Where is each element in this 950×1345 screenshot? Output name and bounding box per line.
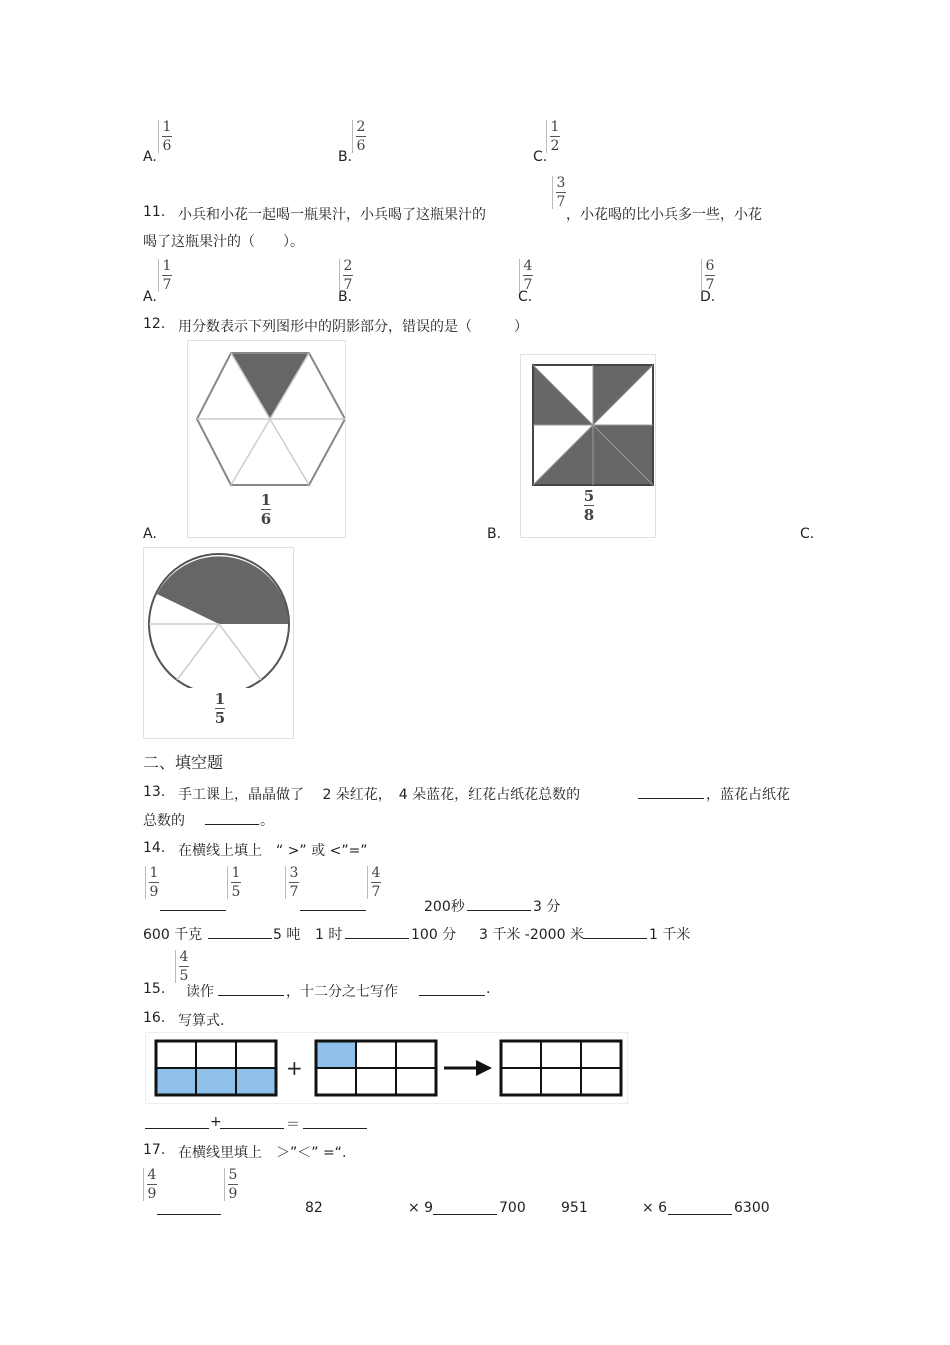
numerator: 1 (162, 119, 172, 135)
q17-item2-b: × 9 (408, 1200, 434, 1216)
q11-option-a-fraction (158, 259, 173, 292)
numerator: 6 (705, 258, 715, 274)
numerator: 2 (343, 258, 353, 274)
q17-text: 在横线里填上 ＞”＜” =“. (178, 1145, 347, 1161)
q15-fraction (175, 950, 190, 983)
q11-text-line2: 喝了这瓶果汁的（ ）。 (143, 234, 304, 250)
q11-option-b-label: B. (338, 289, 353, 305)
q11-option-a-label: A. (143, 289, 157, 305)
plus-sign: + (286, 1056, 303, 1080)
q10-option-a-fraction (158, 120, 173, 153)
q14-row2-c-left: 3 千米 -2000 米 (479, 927, 584, 943)
numerator: 1 (214, 690, 226, 708)
q14-row2-a-right: 5 吨 (273, 927, 301, 943)
hexagon-diagram (188, 341, 345, 491)
shaded-triangle (231, 353, 309, 419)
q14-blank-6[interactable] (583, 926, 647, 939)
q15-text2: ，十二分之七写作 (286, 984, 398, 1000)
grid-2 (316, 1041, 436, 1095)
grid-equation-figure (145, 1032, 628, 1104)
denominator: 7 (343, 277, 353, 293)
q13-line2-end: 。 (260, 813, 274, 829)
q15-number: 15. (143, 981, 166, 997)
denominator: 7 (556, 194, 566, 210)
numerator: 5 (228, 1167, 238, 1183)
q14-row2-b-right: 100 分 (411, 927, 457, 943)
numerator: 4 (147, 1167, 157, 1183)
q17-item3-b: × 6 (642, 1200, 668, 1216)
q14-row2-c-right: 1 千米 (649, 927, 691, 943)
q17-item3-c: 6300 (734, 1200, 770, 1216)
q10-option-a-label: A. (143, 149, 157, 165)
hexagon-figure (187, 340, 346, 538)
numerator: 1 (550, 119, 560, 135)
q14-blank-3[interactable] (467, 898, 531, 911)
denominator: 7 (162, 277, 172, 293)
q11-option-d-fraction (701, 259, 716, 292)
q14-item3-right: 3 分 (533, 899, 561, 915)
section-title: 二、填空题 (143, 753, 224, 772)
q12-option-a-label: A. (143, 526, 157, 542)
q16-eq-equals: ＝ (286, 1117, 300, 1133)
q14-fraction-2 (227, 866, 242, 899)
denominator: 7 (705, 277, 715, 293)
q11-fraction (552, 176, 567, 209)
q13-number: 13. (143, 784, 166, 800)
q11-option-b-fraction (339, 259, 354, 292)
q14-row2-b-left: 1 时 (315, 927, 343, 943)
hexagon-fraction (258, 493, 272, 526)
denominator: 9 (149, 884, 159, 900)
q12-option-b-label: B. (487, 526, 502, 542)
q11-option-d-label: D. (700, 289, 716, 305)
q14-blank-2[interactable] (300, 898, 366, 911)
q13-line2-start: 总数的 (143, 813, 185, 829)
q14-fraction-4 (367, 866, 382, 899)
circle-figure (143, 547, 294, 739)
q14-row2-a-left: 600 千克 (143, 927, 203, 943)
q17-item3-a: 951 (561, 1200, 588, 1216)
circle-fraction (212, 692, 226, 725)
q10-option-b-fraction (352, 120, 367, 153)
denominator: 5 (214, 709, 226, 727)
grid-1 (156, 1041, 276, 1095)
q14-blank-5[interactable] (345, 926, 409, 939)
q11-number: 11. (143, 204, 166, 220)
numerator: 3 (556, 175, 566, 191)
numerator: 3 (289, 865, 299, 881)
denominator: 5 (231, 884, 241, 900)
numerator: 4 (371, 865, 381, 881)
denominator: 8 (583, 506, 595, 524)
denominator: 7 (523, 277, 533, 293)
q16-text: 写算式. (178, 1013, 225, 1029)
q13-blank-1[interactable] (638, 786, 704, 799)
q13-line1: 手工课上，晶晶做了 2 朵红花， 4 朵蓝花，红花占纸花总数的 (178, 787, 581, 803)
numerator: 5 (583, 487, 595, 505)
q15-text1: 读作 (186, 984, 214, 1000)
square-figure (520, 354, 656, 538)
q15-text3: . (486, 981, 491, 997)
denominator: 6 (260, 510, 272, 528)
q17-item2-a: 82 (305, 1200, 323, 1216)
grid-3 (501, 1041, 621, 1095)
numerator: 1 (260, 491, 272, 509)
q10-option-c-fraction (546, 120, 561, 153)
q10-option-b-label: B. (338, 149, 353, 165)
numerator: 4 (179, 949, 189, 965)
q11-text-part2: ，小花喝的比小兵多一些，小花 (566, 207, 762, 223)
q17-blank-1[interactable] (157, 1202, 221, 1215)
q12-text: 用分数表示下列图形中的阴影部分，错误的是（ ） (178, 319, 528, 335)
q14-fraction-3 (285, 866, 300, 899)
q14-blank-1[interactable] (160, 898, 226, 911)
grid-diagram (146, 1033, 627, 1103)
denominator: 5 (179, 968, 189, 984)
arrow-right-icon (444, 1060, 492, 1076)
denominator: 2 (550, 138, 560, 154)
q11-text-part1: 小兵和小花一起喝一瓶果汁，小兵喝了这瓶果汁的 (178, 207, 486, 223)
numerator: 4 (523, 258, 533, 274)
numerator: 1 (162, 258, 172, 274)
q14-fraction-1 (145, 866, 160, 899)
q17-fraction-2 (224, 1168, 239, 1201)
numerator: 1 (231, 865, 241, 881)
q15-blank-1[interactable] (218, 983, 284, 996)
denominator: 7 (289, 884, 299, 900)
q11-option-c-label: C. (518, 289, 533, 305)
numerator: 1 (149, 865, 159, 881)
q17-fraction-1 (143, 1168, 158, 1201)
denominator: 7 (371, 884, 381, 900)
q13-blank-2[interactable] (205, 812, 259, 825)
q14-item3-left: 200秒 (424, 899, 465, 915)
q14-blank-4[interactable] (208, 926, 272, 939)
circle-diagram (144, 548, 293, 688)
q17-blank-3[interactable] (668, 1202, 732, 1215)
q17-number: 17. (143, 1142, 166, 1158)
q17-item2-c: 700 (499, 1200, 526, 1216)
q10-option-c-label: C. (533, 149, 548, 165)
q12-option-c-label: C. (800, 526, 815, 542)
square-fraction (581, 489, 595, 522)
q14-text: 在横线上填上 “ >” 或 <”=” (178, 843, 368, 859)
q15-blank-2[interactable] (419, 983, 485, 996)
q16-blank-3[interactable] (303, 1116, 367, 1129)
denominator: 9 (228, 1186, 238, 1202)
q16-eq-plus: + (210, 1114, 222, 1130)
q14-number: 14. (143, 840, 166, 856)
q13-line1-end: ，蓝花占纸花 (706, 787, 790, 803)
q12-number: 12. (143, 316, 166, 332)
q11-option-c-fraction (519, 259, 534, 292)
q16-number: 16. (143, 1010, 166, 1026)
q16-blank-1[interactable] (145, 1116, 209, 1129)
denominator: 9 (147, 1186, 157, 1202)
shaded-sector (157, 556, 289, 624)
numerator: 2 (356, 119, 366, 135)
denominator: 6 (162, 138, 172, 154)
q17-blank-2[interactable] (433, 1202, 497, 1215)
q16-blank-2[interactable] (220, 1116, 284, 1129)
square-diagram (521, 355, 655, 489)
denominator: 6 (356, 138, 366, 154)
